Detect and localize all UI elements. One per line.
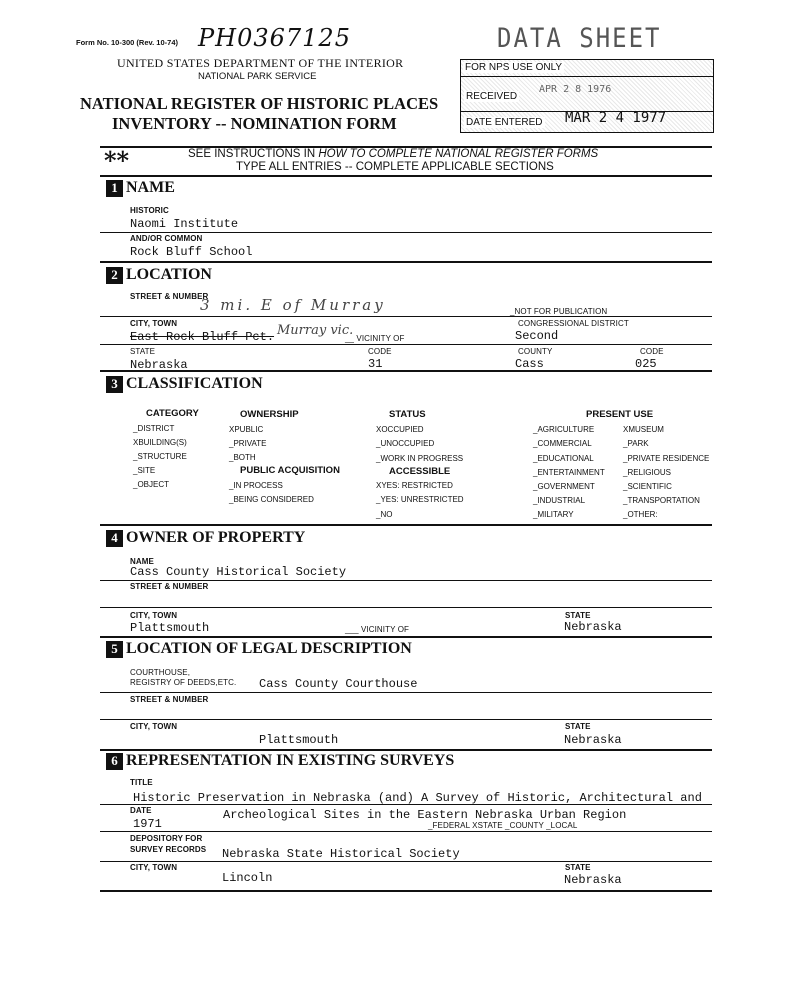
category-district: _DISTRICT [133, 424, 175, 433]
congressional-district: Second [515, 329, 559, 343]
county: Cass [515, 357, 544, 371]
ph-number: PH0367125 [198, 24, 351, 52]
use-entertainment: _ENTERTAINMENT [533, 468, 605, 477]
form-title-line1: NATIONAL REGISTER OF HISTORIC PLACES [80, 94, 439, 113]
use-educational: _EDUCATIONAL [533, 454, 594, 463]
use-park: _PARK [623, 439, 649, 448]
congressional-district-label: CONGRESSIONAL DISTRICT [518, 319, 629, 328]
use-religious: _RELIGIOUS [623, 468, 672, 477]
ownership-private: _PRIVATE [229, 439, 267, 448]
status-header: STATUS [389, 409, 426, 420]
owner-street-label: STREET & NUMBER [130, 582, 209, 591]
accessible-unrestricted: _YES: UNRESTRICTED [376, 495, 464, 504]
survey-title-line1: Historic Preservation in Nebraska (and) A Survey of Historic, Architectural and [133, 791, 702, 805]
legal-state-label: STATE [565, 722, 591, 731]
owner-name-label: NAME [130, 557, 154, 566]
county-code-label: CODE [640, 347, 664, 356]
survey-state: Nebraska [564, 873, 622, 887]
courthouse-label-2: REGISTRY OF DEEDS,ETC. [130, 678, 237, 687]
use-commercial: _COMMERCIAL [533, 439, 592, 448]
ownership-public: XPUBLIC [229, 425, 264, 434]
city-struck: East Rock Bluff Pct. [130, 330, 275, 344]
use-agriculture: _AGRICULTURE [533, 425, 595, 434]
common-name: Rock Bluff School [130, 245, 253, 259]
owner-state-label: STATE [565, 611, 591, 620]
use-government: _GOVERNMENT [533, 482, 595, 491]
legal-state: Nebraska [564, 733, 622, 747]
acquisition-being-considered: _BEING CONSIDERED [229, 495, 314, 504]
use-transportation: _TRANSPORTATION [623, 496, 700, 505]
section-6-heading: 6 REPRESENTATION IN EXISTING SURVEYS [106, 752, 454, 770]
form-title-line2: INVENTORY -- NOMINATION FORM [112, 114, 397, 133]
state-code: 31 [368, 357, 383, 371]
survey-state-label: STATE [565, 863, 591, 872]
section-5-heading: 5 LOCATION OF LEGAL DESCRIPTION [106, 640, 412, 658]
present-use-header: PRESENT USE [586, 409, 654, 420]
state: Nebraska [130, 358, 188, 372]
agency-line2: NATIONAL PARK SERVICE [198, 71, 317, 82]
owner-vicinity-of: ___ VICINITY OF [345, 625, 410, 634]
received-label: RECEIVED [466, 91, 518, 102]
depository-label-1: DEPOSITORY FOR [130, 834, 203, 843]
category-header: CATEGORY [146, 408, 199, 419]
survey-levels: _FEDERAL XSTATE _COUNTY _LOCAL [428, 821, 578, 830]
use-museum: XMUSEUM [623, 425, 664, 434]
not-for-publication: _NOT FOR PUBLICATION [510, 307, 608, 316]
category-buildings: XBUILDING(S) [133, 438, 187, 447]
county-code: 025 [635, 357, 657, 371]
acquisition-in-process: _IN PROCESS [229, 481, 283, 490]
owner-city-label: CITY, TOWN [130, 611, 178, 620]
survey-date-label: DATE [130, 806, 152, 815]
survey-title-line2: Archeological Sites in the Eastern Nebraska Urban Region [223, 808, 627, 822]
legal-city: Plattsmouth [259, 733, 339, 747]
accessible-no: _NO [376, 510, 393, 519]
date-entered-stamp: MAR 2 4 1977 [565, 110, 667, 126]
ownership-header: OWNERSHIP [240, 409, 299, 420]
legal-street-label: STREET & NUMBER [130, 695, 209, 704]
asterisk-mark: ** [104, 146, 130, 175]
code-label: CODE [368, 347, 392, 356]
owner-state: Nebraska [564, 620, 622, 634]
use-private-residence: _PRIVATE RESIDENCE [623, 454, 710, 463]
street-handwritten: 3 mi. E of Murray [200, 296, 386, 314]
ownership-both: _BOTH [229, 453, 256, 462]
historic-name: Naomi Institute [130, 217, 239, 231]
category-structure: _STRUCTURE [133, 452, 187, 461]
use-military: _MILITARY [533, 510, 574, 519]
survey-city: Lincoln [222, 871, 273, 885]
owner-city: Plattsmouth [130, 621, 210, 635]
instructions-line2: TYPE ALL ENTRIES -- COMPLETE APPLICABLE SECTIONS [236, 161, 554, 173]
use-scientific: _SCIENTIFIC [623, 482, 672, 491]
city-label: CITY, TOWN [130, 319, 178, 328]
common-label: AND/OR COMMON [130, 234, 203, 243]
data-sheet-stamp: DATA SHEET [497, 22, 662, 54]
courthouse: Cass County Courthouse [259, 677, 418, 691]
survey-city-label: CITY, TOWN [130, 863, 178, 872]
category-site: _SITE [133, 466, 156, 475]
status-unoccupied: _UNOCCUPIED [376, 439, 435, 448]
section-3-heading: 3 CLASSIFICATION [106, 375, 263, 393]
instructions-line1: SEE INSTRUCTIONS IN HOW TO COMPLETE NATIONAL REGISTER FORMS [188, 148, 599, 160]
public-acquisition-header: PUBLIC ACQUISITION [240, 465, 340, 476]
county-label: COUNTY [518, 347, 553, 356]
received-stamp: APR 2 8 1976 [539, 84, 612, 95]
vicinity-of: __ VICINITY OF [345, 334, 405, 343]
section-4-heading: 4 OWNER OF PROPERTY [106, 529, 305, 547]
category-object: _OBJECT [133, 480, 170, 489]
street-label: STREET & NUMBER [130, 292, 209, 301]
nps-label: FOR NPS USE ONLY [465, 62, 563, 73]
legal-city-label: CITY, TOWN [130, 722, 178, 731]
depository-label-2: SURVEY RECORDS [130, 845, 207, 854]
section-1-heading: 1 NAME [106, 179, 175, 197]
status-occupied: XOCCUPIED [376, 425, 424, 434]
accessible-restricted: XYES: RESTRICTED [376, 481, 453, 490]
use-industrial: _INDUSTRIAL [533, 496, 586, 505]
use-other: _OTHER: [623, 510, 658, 519]
owner-name: Cass County Historical Society [130, 565, 347, 579]
nps-use-box [460, 59, 714, 133]
city-handwritten: Murray vic. [277, 323, 354, 338]
form-number: Form No. 10-300 (Rev. 10-74) [76, 38, 178, 47]
survey-title-label: TITLE [130, 778, 153, 787]
status-work-in-progress: _WORK IN PROGRESS [376, 454, 464, 463]
agency-line1: UNITED STATES DEPARTMENT OF THE INTERIOR [117, 56, 404, 70]
state-label: STATE [130, 347, 156, 356]
accessible-header: ACCESSIBLE [389, 466, 451, 477]
courthouse-label-1: COURTHOUSE, [130, 668, 191, 677]
survey-date: 1971 [133, 817, 162, 831]
section-2-heading: 2 LOCATION [106, 266, 212, 284]
date-entered-label: DATE ENTERED [466, 117, 543, 128]
historic-label: HISTORIC [130, 206, 169, 215]
depository: Nebraska State Historical Society [222, 847, 460, 861]
